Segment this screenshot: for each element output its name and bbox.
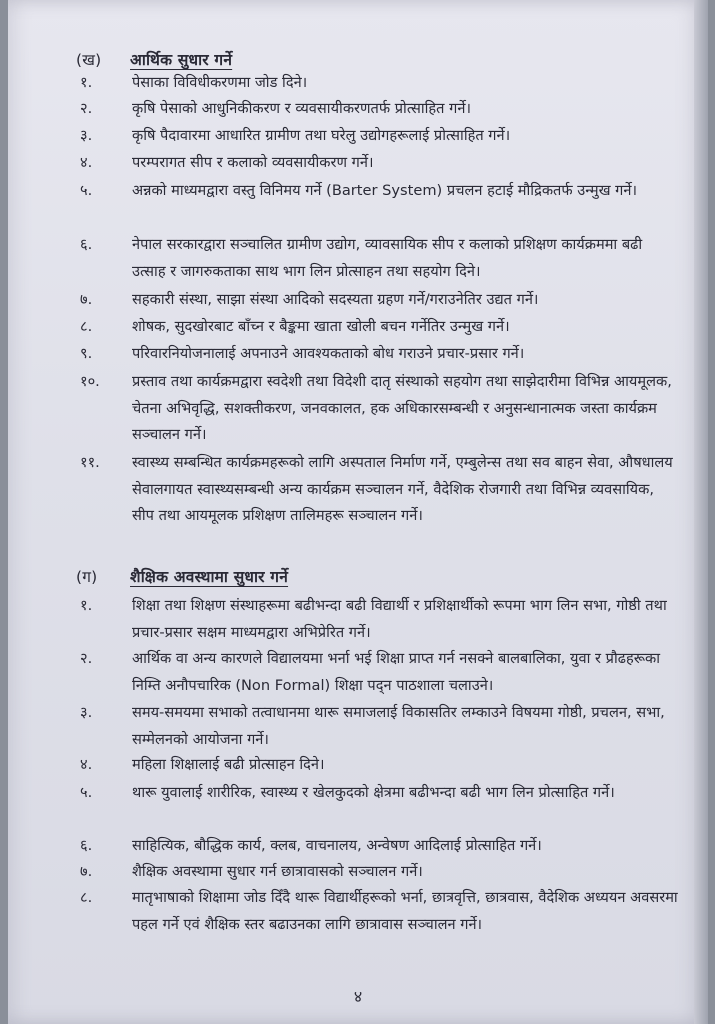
item-number: २. (80, 650, 93, 667)
list-item (76, 700, 676, 753)
item-number: १०. (80, 373, 100, 390)
item-text: अन्नको माध्यमद्वारा वस्तु विनिमय गर्ने (Barter System) प्रचलन हटाई मौद्रिकतर्फ उन्मुख गर्ने। (132, 182, 638, 199)
item-text: कृषि पैदावारमा आधारित ग्रामीण तथा घरेलु उद्योगहरूलाई प्रोत्साहित गर्ने। (132, 127, 511, 144)
item-number: ३. (80, 127, 93, 144)
item-text: शोषक, सुदखोरबाट बाँच्न र बैङ्कमा खाता खोली बचन गर्नेतिर उन्मुख गर्ने। (132, 318, 510, 335)
item-number: ६. (80, 837, 93, 854)
section-b-marker: (ख) (76, 51, 102, 69)
list-item (76, 859, 676, 886)
item-number: २. (80, 100, 93, 117)
item-text: महिला शिक्षालाई बढी प्रोत्साहन दिने। (132, 756, 325, 773)
item-number: ९. (80, 345, 93, 362)
item-number: ८. (80, 889, 93, 906)
section-b-title: आर्थिक सुधार गर्ने (130, 51, 233, 69)
list-item (76, 70, 676, 97)
list-item (76, 593, 676, 646)
list-item (76, 150, 676, 177)
item-number: ११. (80, 454, 100, 471)
item-text: पेसाका विविधीकरणमा जोड दिने। (132, 74, 308, 91)
list-item (76, 885, 676, 938)
item-number: ४. (80, 154, 93, 171)
document-page (8, 0, 708, 1024)
list-item (76, 369, 676, 449)
item-text: आर्थिक वा अन्य कारणले विद्यालयमा भर्ना भई शिक्षा प्राप्त गर्न नसक्ने बालबालिका, युवा र प्रौढहरूका निम्ति अनौपचारिक (Non Formal) शिक्षा पद्न पाठशाला चलाउने। (132, 650, 661, 694)
list-item (76, 833, 676, 860)
list-item (76, 752, 676, 779)
list-item (76, 450, 676, 530)
item-text: शिक्षा तथा शिक्षण संस्थाहरूमा बढीभन्दा बढी विद्यार्थी र प्रशिक्षार्थीको रूपमा भाग लिन सभा, गोष्ठी तथा प्रचार-प्रसार सक्षम माध्यमद्वारा अभिप्रेरित गर्ने। (132, 597, 667, 641)
section-c-title: शैक्षिक अवस्थामा सुधार गर्ने (130, 568, 289, 586)
item-text: नेपाल सरकारद्वारा सञ्चालित ग्रामीण उद्योग, व्यावसायिक सीप र कलाको प्रशिक्षण कार्यक्रममा बढी उत्साह र जागरुकताका साथ भाग लिन प्रोत्साहन तथा सहयोग दिने। (132, 236, 643, 280)
list-item (76, 232, 676, 285)
item-text: थारू युवालाई शारीरिक, स्वास्थ्य र खेलकुदको क्षेत्रमा बढीभन्दा बढी भाग लिन प्रोत्साहित गर्ने। (132, 784, 615, 801)
list-item (76, 780, 676, 807)
list-item (76, 287, 676, 314)
section-b-heading (76, 48, 232, 70)
item-number: १. (80, 74, 93, 91)
item-number: ४. (80, 756, 93, 773)
list-item (76, 646, 676, 699)
item-number: ८. (80, 318, 93, 335)
section-c-marker: (ग) (76, 568, 98, 586)
item-text: मातृभाषाको शिक्षामा जोड दिँदै थारू विद्यार्थीहरूको भर्ना, छात्रवृत्ति, छात्रवास, वैदेशिक अध्ययन अवसरमा पहल गर्ने एवं शैक्षिक स्तर बढाउनका लागि छात्रावास सञ्चालन गर्ने। (132, 889, 678, 933)
item-number: ५. (80, 784, 93, 801)
item-number: ७. (80, 863, 93, 880)
item-number: ५. (80, 182, 93, 199)
item-text: सहकारी संस्था, साझा संस्था आदिको सदस्यता ग्रहण गर्ने/गराउनेतिर उद्यत गर्ने। (132, 291, 539, 308)
item-text: परम्परागत सीप र कलाको व्यवसायीकरण गर्ने। (132, 154, 374, 171)
item-text: प्रस्ताव तथा कार्यक्रमद्वारा स्वदेशी तथा विदेशी दातृ संस्थाको सहयोग तथा साझेदारीमा विभिन्न आयमूलक, चेतना अभिवृद्धि, सशक्तीकरण, जनवकालत, हक अधिकारसम्बन्धी र अनुसन्धानात्मक जस्ता कार्यक्रम सञ्चालन गर्ने। (132, 373, 672, 443)
item-text: साहित्यिक, बौद्धिक कार्य, क्लब, वाचनालय, अन्वेषण आदिलाई प्रोत्साहित गर्ने। (132, 837, 542, 854)
list-item (76, 178, 676, 205)
item-number: १. (80, 597, 93, 614)
item-text: समय-समयमा सभाको तत्वाधानमा थारू समाजलाई विकासतिर लम्काउने विषयमा गोष्ठी, प्रचलन, सभा, सम्मेलनको आयोजना गर्ने। (132, 704, 665, 748)
page-content (8, 0, 708, 1024)
list-item (76, 123, 676, 150)
item-text: स्वास्थ्य सम्बन्धित कार्यक्रमहरूको लागि अस्पताल निर्माण गर्ने, एम्बुलेन्स तथा सव बाहन सेवा, औषधालय सेवालगायत स्वास्थ्यसम्बन्धी अन्य कार्यक्रम सञ्चालन गर्ने, वैदेशिक रोजगारी तथा विभिन्न व्यवसायिक, सीप तथा आयमूलक प्रशिक्षण तालिमहरू सञ्चालन गर्ने। (132, 454, 673, 524)
item-number: ६. (80, 236, 93, 253)
item-text: कृषि पेसाको आधुनिकीकरण र व्यवसायीकरणतर्फ प्रोत्साहित गर्ने। (132, 100, 471, 117)
item-number: ३. (80, 704, 93, 721)
list-item (76, 314, 676, 341)
item-number: ७. (80, 291, 93, 308)
list-item (76, 341, 676, 368)
item-text: शैक्षिक अवस्थामा सुधार गर्न छात्रावासको सञ्चालन गर्ने। (132, 863, 423, 880)
section-c-heading (76, 565, 288, 587)
page-number: ४ (353, 987, 363, 1006)
item-text: परिवारनियोजनालाई अपनाउने आवश्यकताको बोध गराउने प्रचार-प्रसार गर्ने। (132, 345, 525, 362)
list-item (76, 96, 676, 123)
